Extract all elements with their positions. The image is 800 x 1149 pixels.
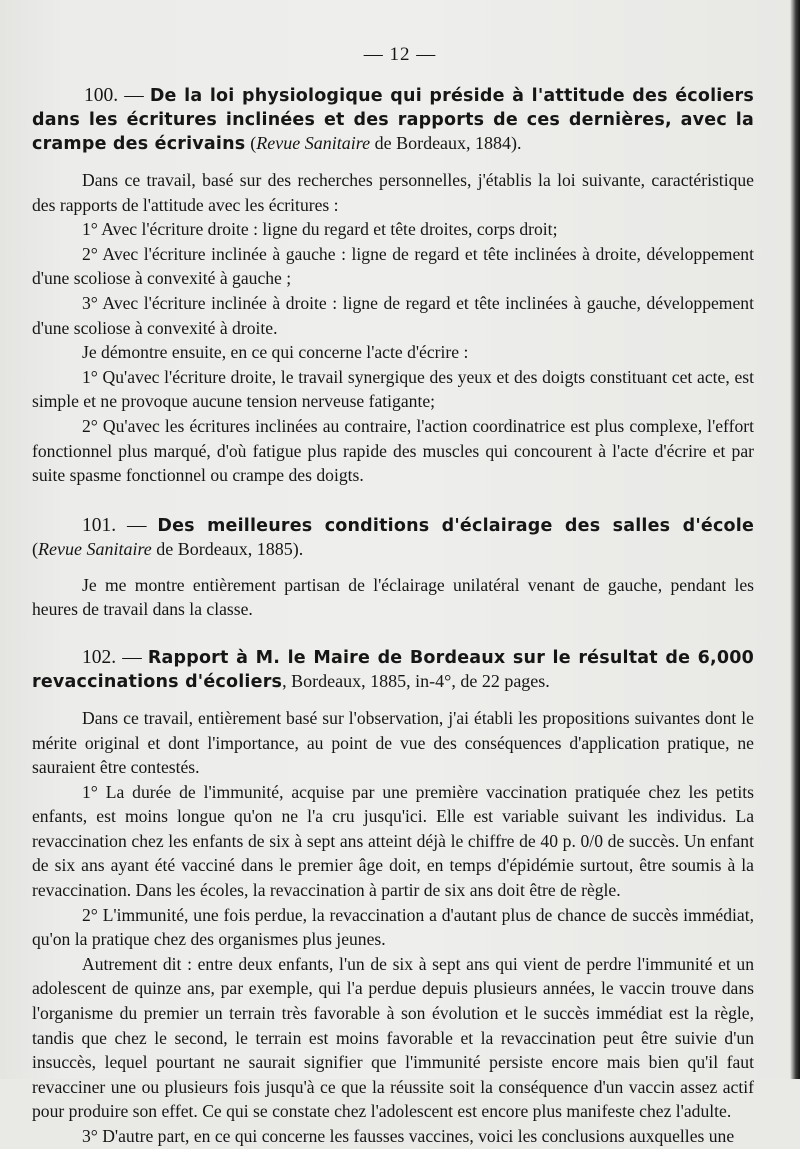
entry-102: [32, 646, 754, 1149]
paragraph: Autrement dit : entre deux enfants, l'un de six à sept ans qui vient de perdre l'immunité et un adolescent de quinze ans, par exemple, qui l'a perdue depuis plusieurs années, le vaccin trouve dans l'organisme du premier un terrain très favorable à son évolution et le succès immédiat est la règle, tandis que chez le second, le terrain est moins favorable et la revaccination peut être suivie d'un insuccès, lequel pourtant ne saurait signifier que l'immunité persiste encore mais bien qu'il faut revacciner une ou plusieurs fois jusqu'à ce que la réussite soit la conséquence d'un vaccin assez actif pour produire son effet. Ce qui se constate chez l'adolescent est encore plus manifeste chez l'adulte.: [32, 953, 754, 1122]
source-detail: de Bordeaux, 1884).: [374, 133, 522, 153]
paragraph: Dans ce travail, entièrement basé sur l'observation, j'ai établi les propositions suivantes dont le mérite original et dont l'importance, au point de vue des conséquences d'application pratique, ne sauraient être contestés.: [32, 707, 754, 778]
paragraph: 2° Avec l'écriture inclinée à gauche : ligne de regard et tête inclinées à droite, développement d'une scoliose à convexité à gauche ;: [32, 243, 754, 289]
entry-number: 102. —: [82, 646, 142, 668]
paragraph: Je démontre ensuite, en ce qui concerne l'acte d'écrire :: [82, 342, 469, 363]
entry-100: [32, 84, 754, 488]
page-number: — 12 —: [363, 44, 437, 65]
entry-source: (Revue Sanitaire de Bordeaux, 1884).: [250, 133, 522, 153]
entry-number: 101. —: [82, 514, 147, 536]
paragraph: 1° Qu'avec l'écriture droite, le travail synergique des yeux et des doigts constituant cet acte, est simple et ne provoque aucune tension nerveuse fatigante;: [32, 366, 754, 412]
paragraph: 1° Avec l'écriture droite : ligne du regard et tête droites, corps droit;: [82, 219, 558, 240]
entry-heading: [32, 514, 754, 561]
entry-title: Des meilleures conditions d'éclairage des salles d'école: [157, 515, 755, 536]
entry-title: Rapport à M. le Maire de Bordeaux sur le résultat de 6,000 revaccinations d'écoliers: [32, 647, 755, 692]
source-detail: , Bordeaux, 1885, in-4°, de 22 pages.: [282, 670, 550, 691]
entry-title: De la loi physiologique qui préside à l'attitude des écoliers dans les écritures inclinées et des rapports de ces dernières, avec la crampe des écrivains: [32, 86, 754, 154]
entry-heading: [32, 84, 754, 156]
page-binding-shadow: [790, 0, 800, 1079]
paragraph: 2° L'immunité, une fois perdue, la revaccination a d'autant plus de chance de succès immédiat, qu'on la pratique chez des organismes plus jeunes.: [32, 904, 754, 950]
page-content: [32, 84, 754, 1149]
entry-source: (Revue Sanitaire de Bordeaux, 1885).: [32, 538, 304, 559]
source-detail: de Bordeaux, 1885).: [156, 538, 304, 559]
paragraph: 3° D'autre part, en ce qui concerne les fausses vaccines, voici les conclusions auxquelles une: [82, 1126, 735, 1146]
entry-number: 100. —: [84, 85, 144, 106]
entry-101: [32, 514, 754, 622]
paragraph: 3° Avec l'écriture inclinée à droite : ligne de regard et tête inclinées à gauche, développement d'une scoliose à convexité à droite.: [32, 292, 754, 338]
paragraph: 2° Qu'avec les écritures inclinées au contraire, l'action coordinatrice est plus complexe, l'effort fonctionnel plus marqué, d'où fatigue plus rapide des muscles qui concourent à l'acte d'écrire et par suite spasme fonctionnel ou crampe des doigts.: [32, 415, 754, 486]
entry-heading: [32, 646, 754, 694]
paragraph: Dans ce travail, basé sur des recherches personnelles, j'établis la loi suivante, caractéristique des rapports de l'attitude avec les écritures :: [32, 170, 754, 215]
paragraph: Je me montre entièrement partisan de l'éclairage unilatéral venant de gauche, pendant les heures de travail dans la classe.: [32, 574, 754, 620]
source-journal: Revue Sanitaire: [256, 133, 371, 153]
paragraph: 1° La durée de l'immunité, acquise par une première vaccination pratiquée chez les petits enfants, est moins longue qu'on ne l'a cru jusqu'ici. Elle est variable suivant les individus. La revaccination chez les enfants de six à sept ans atteint déjà le chiffre de 40 p. 0/0 de succès. Un enfant de six ans ayant été vacciné dans le premier âge doit, en temps d'épidémie surtout, être soumis à la revaccination. Dans les écoles, la revaccination à partir de six ans doit être de règle.: [32, 781, 754, 901]
source-journal: Revue Sanitaire: [38, 538, 152, 559]
